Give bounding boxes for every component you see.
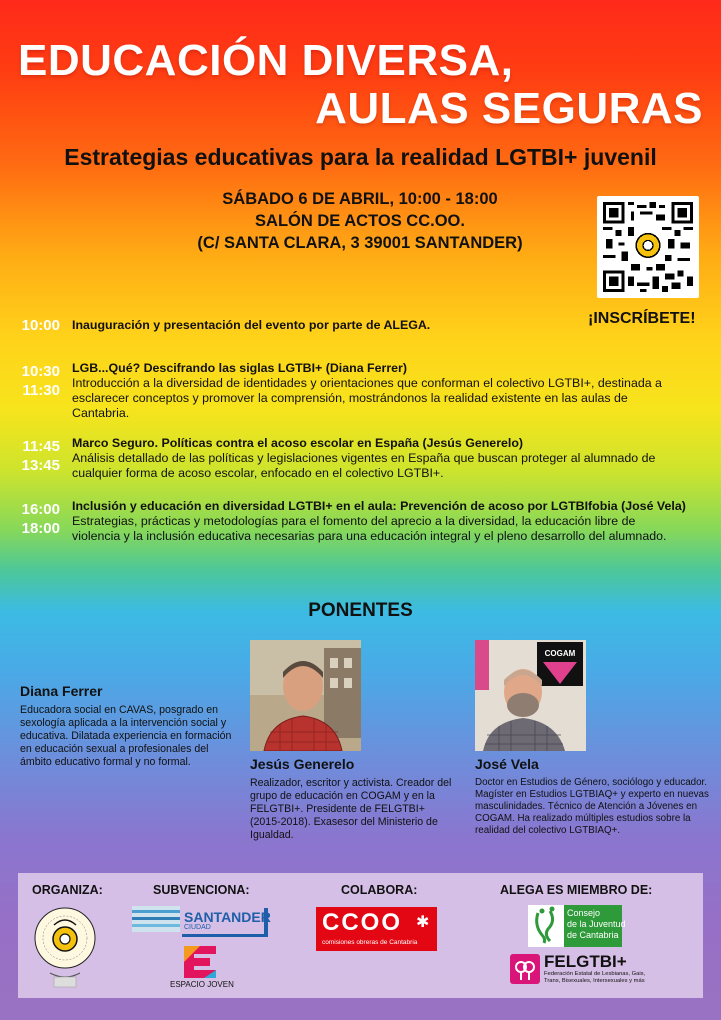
schedule-end-time: 11:30 <box>22 382 60 399</box>
felgtbi-sub-2: Trans, Bisexuales, Intersexuales y más <box>544 978 645 984</box>
alega-logo <box>30 903 100 993</box>
miembro-label: ALEGA ES MIEMBRO DE: <box>500 883 653 897</box>
schedule-title: Inauguración y presentación del evento por parte de ALEGA. <box>72 318 431 332</box>
schedule-start-time: 16:00 <box>21 501 60 518</box>
speaker-name: Jesús Generelo <box>250 756 355 772</box>
organiza-label: ORGANIZA: <box>32 883 103 897</box>
speaker-bio: Educadora social en CAVAS, posgrado en sexología aplicada a la intervención social y educativa. Dilatada experiencia en formación en educación sexual a profesionales del ámbito educativo formal y no formal. <box>20 704 232 768</box>
felgtbi-sub-1: Federación Estatal de Lesbianas, Gais, <box>544 971 646 977</box>
consejo-line-3: de Cantabria <box>567 930 619 940</box>
register-cta[interactable]: ¡INSCRÍBETE! <box>588 310 696 327</box>
subvenciona-label: SUBVENCIONA: <box>153 883 250 897</box>
schedule-item <box>18 437 60 475</box>
schedule-item-body <box>72 499 687 544</box>
speaker-bio: Realizador, escritor y activista. Creador del grupo de educación en COGAM y en la FELGTBI+. Presidente de FELGTBI+ (2015-2018). Exasesor del Ministerio de Igualdad. <box>250 777 452 841</box>
ccoo-logo-sub: comisiones obreras de Cantabria <box>322 939 418 946</box>
qr-code-icon <box>603 202 693 292</box>
consejo-line-1: Consejo <box>567 908 601 918</box>
schedule-description: Análisis detallado de las políticas y legislaciones vigentes en España que buscan proteger al alumnado de cualquier forma de acoso escolar, enfocado en el colectivo LGTBI+. <box>72 451 656 480</box>
event-address: (C/ SANTA CLARA, 3 39001 SANTANDER) <box>197 234 523 252</box>
event-date: SÁBADO 6 DE ABRIL, 10:00 - 18:00 <box>222 190 498 208</box>
speaker-bio: Doctor en Estudios de Género, sociólogo y educador. Magíster en Estudios LGTBIAQ+ y experto en nuevas masculinidades. Técnico de Atención a Jóvenes en COGAM. Ha realizado múltiples estudios sobre la realidad del colectivo LGTBIAQ+. <box>475 777 709 836</box>
consejo-juventud-emblem <box>528 905 564 947</box>
consejo-line-2: de la Juventud <box>567 919 626 929</box>
santander-logo-sub: CIUDAD <box>184 924 211 931</box>
speakers-heading: PONENTES <box>308 600 413 621</box>
ccoo-logo-text: CCOO <box>322 909 402 936</box>
schedule-end-time: 18:00 <box>21 520 60 537</box>
title-line-2: AULAS SEGURAS <box>315 84 703 133</box>
speaker-name: Diana Ferrer <box>20 683 103 699</box>
schedule-item-body <box>72 361 687 421</box>
colabora-label: COLABORA: <box>341 883 418 897</box>
felgtbi-logo-sub <box>544 971 645 985</box>
speaker-photo <box>475 640 586 751</box>
consejo-juventud-text <box>567 908 626 941</box>
schedule-item-body <box>72 436 687 481</box>
subtitle: Estrategias educativas para la realidad LGTBI+ juvenil <box>64 144 657 170</box>
svg-text:COGAM: COGAM <box>544 649 576 658</box>
felgtbi-logo-icon <box>510 954 540 984</box>
schedule-item-body <box>72 318 687 333</box>
event-venue: SALÓN DE ACTOS CC.OO. <box>255 212 465 230</box>
espacio-joven-text: ESPACIO JOVEN <box>170 980 234 989</box>
schedule-title: LGB...Qué? Descifrando las siglas LGTBI+ (Diana Ferrer) <box>72 361 407 375</box>
registration-qr-code[interactable] <box>597 196 699 298</box>
schedule-item <box>18 362 60 400</box>
schedule-description: Introducción a la diversidad de identidades y orientaciones que conforman el colectivo LGTBI+, destinada a esclarecer conceptos y promover la comprensión, mostrándonos la realidad existente en las aulas de Cantabria. <box>72 376 662 420</box>
title-line-1: EDUCACIÓN DIVERSA, <box>18 36 514 85</box>
schedule-start-time: 10:30 <box>21 363 60 380</box>
schedule-item <box>18 316 60 335</box>
speaker-name: José Vela <box>475 756 539 772</box>
speaker-photo <box>250 640 361 751</box>
schedule-start-time: 10:00 <box>21 317 60 334</box>
schedule-title: Inclusión y educación en diversidad LGTBI+ en el aula: Prevención de acoso por LGTBIfobia (José Vela) <box>72 499 686 513</box>
santander-logo-text: SANTANDER <box>184 909 271 925</box>
schedule-description: Estrategias, prácticas y metodologías para el fomento del aprecio a la diversidad, la educación libre de violencia y la inclusión educativa necesarias para una educación integral y el pleno desarrollo del alumnado. <box>72 514 667 543</box>
schedule-title: Marco Seguro. Políticas contra el acoso escolar en España (Jesús Generelo) <box>72 436 524 450</box>
schedule-end-time: 13:45 <box>21 457 60 474</box>
schedule-item <box>18 500 60 538</box>
felgtbi-logo-text: FELGTBI+ <box>544 952 627 971</box>
schedule-start-time: 11:45 <box>22 438 60 455</box>
ccoo-star-icon: ✱ <box>416 912 430 931</box>
espacio-joven-logo <box>180 944 220 980</box>
